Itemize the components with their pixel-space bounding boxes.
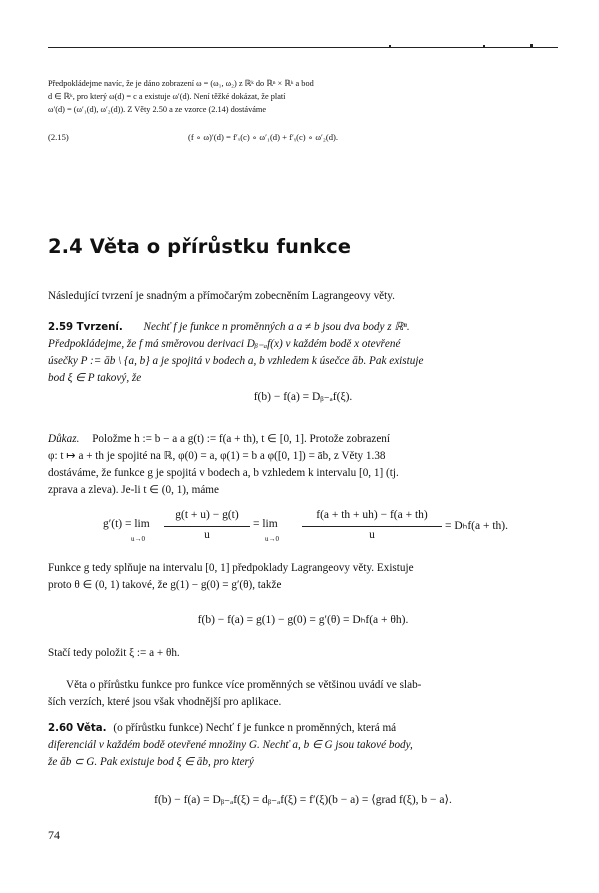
theorem-line xyxy=(48,720,558,737)
remark-paragraph xyxy=(48,677,558,711)
eq-part: = Dₕf(a + th). xyxy=(445,520,508,532)
proof-continuation xyxy=(48,560,558,594)
proof-line xyxy=(48,431,558,448)
proof-line: proto θ ∈ (0, 1) takové, že g(1) − g(0) = g′(θ), takže xyxy=(48,579,282,591)
proof-line: dostáváme, že funkce g je spojitá v bodech a, b vzhledem k intervalu [0, 1] (tj. xyxy=(48,467,399,479)
eq-part: g′(t) = lim xyxy=(103,518,150,530)
intro-line: ω′(d) = (ω′₁(d), ω′₂(d)). Z Věty 2.50 a ze vzorce (2.14) dostáváme xyxy=(48,105,267,114)
intro-paragraph xyxy=(48,77,558,116)
theorem-text: Nechť f je funkce n proměnných a a ≠ b jsou dva body z ℝⁿ. xyxy=(143,321,410,333)
theorem-line: Předpokládejme, že f má směrovou derivaci Dᵦ₋ₐf(x) v každém bodě x otevřené xyxy=(48,338,401,350)
theorem-line: bod ξ ∈ P takový, že xyxy=(48,372,142,384)
theorem-line: že āb ⊂ G. Pak existuje bod ξ ∈ āb, pro který xyxy=(48,756,254,768)
fraction-bar xyxy=(302,526,442,527)
theorem-line xyxy=(48,319,558,336)
theorem-text: (o přírůstku funkce) Nechť f je funkce n proměnných, která má xyxy=(113,722,397,734)
lead-paragraph xyxy=(48,288,558,305)
header-mark xyxy=(530,44,533,47)
intro-line: Předpokládejme navíc, že je dáno zobrazení ω = (ω₁, ω₂) z ℝᵏ do ℝⁿ × ℝᵏ a bod xyxy=(48,79,314,88)
proof-line: Funkce g tedy splňuje na intervalu [0, 1] předpoklady Lagrangeovy věty. Existuje xyxy=(48,562,414,574)
remark-line: Věta o přírůstku funkce pro funkce více proměnných se většinou uvádí ve slab- xyxy=(66,679,422,691)
theorem-2-60 xyxy=(48,720,558,771)
eq-part: = lim xyxy=(253,518,278,530)
proof-paragraph xyxy=(48,431,558,499)
intro-line: d ∈ ℝᵏ, pro který ω(d) = c a existuje ω′(d). Není těžké dokázat, že platí xyxy=(48,92,286,101)
theorem-2-59 xyxy=(48,319,558,387)
final-equation: f(b) − f(a) = Dᵦ₋ₐf(ξ) = dᵦ₋ₐf(ξ) = f′(ξ)(b − a) = ⟨grad f(ξ), b − a⟩. xyxy=(154,794,452,806)
equation-number: (2.15) xyxy=(48,132,69,142)
proof-end xyxy=(48,645,558,662)
header-mark xyxy=(389,45,391,47)
proof-label: Důkaz. xyxy=(48,433,80,445)
theorem-line: diferenciál v každém bodě otevřené množiny G. Nechť a, b ∈ G jsou takové body, xyxy=(48,739,413,751)
proof-line: zprava a zleva). Je-li t ∈ (0, 1), máme xyxy=(48,484,219,496)
lead-text: Následující tvrzení je snadným a přímočarým zobecněním Lagrangeovy věty. xyxy=(48,290,395,302)
fraction-denominator: u xyxy=(204,529,210,541)
remark-line: ších verzích, které jsou však vhodnější pro aplikace. xyxy=(48,696,282,708)
fraction-bar xyxy=(164,526,250,527)
section-title: 2.4 Věta o přírůstku funkce xyxy=(48,235,352,258)
theorem-equation: f(b) − f(a) = Dᵦ₋ₐf(ξ). xyxy=(253,391,353,403)
equation-formula: (f ∘ ω)′(d) = f′ₓ(c) ∘ ω′₁(d) + f′ᵧ(c) ∘ ω′₂(d). xyxy=(188,132,339,142)
derivative-equation xyxy=(48,505,558,547)
limit-subscript: u→0 xyxy=(265,535,279,543)
header-mark xyxy=(483,45,485,47)
header-rule xyxy=(48,47,558,48)
theorem-label: 2.60 Věta. xyxy=(48,723,107,734)
lagrange-equation: f(b) − f(a) = g(1) − g(0) = g′(θ) = Dₕf(a + θh). xyxy=(197,614,409,626)
proof-line: φ: t ↦ a + th je spojité na ℝ, φ(0) = a, φ(1) = b a φ([0, 1]) = āb, z Věty 1.38 xyxy=(48,450,386,462)
theorem-line: úsečky P := āb \ {a, b} a je spojitá v bodech a, b vzhledem k úsečce āb. Pak existuje xyxy=(48,355,424,367)
fraction-numerator: f(a + th + uh) − f(a + th) xyxy=(316,509,428,521)
proof-end-text: Stačí tedy položit ξ := a + θh. xyxy=(48,647,180,659)
theorem-label: 2.59 Tvrzení. xyxy=(48,322,123,333)
equation-2-15 xyxy=(48,130,558,144)
fraction-numerator: g(t + u) − g(t) xyxy=(175,509,239,521)
page-number: 74 xyxy=(48,828,60,842)
fraction-denominator: u xyxy=(369,529,375,541)
proof-text: Položme h := b − a a g(t) := f(a + th), t ∈ [0, 1]. Protože zobrazení xyxy=(92,433,390,445)
limit-subscript: u→0 xyxy=(131,535,145,543)
